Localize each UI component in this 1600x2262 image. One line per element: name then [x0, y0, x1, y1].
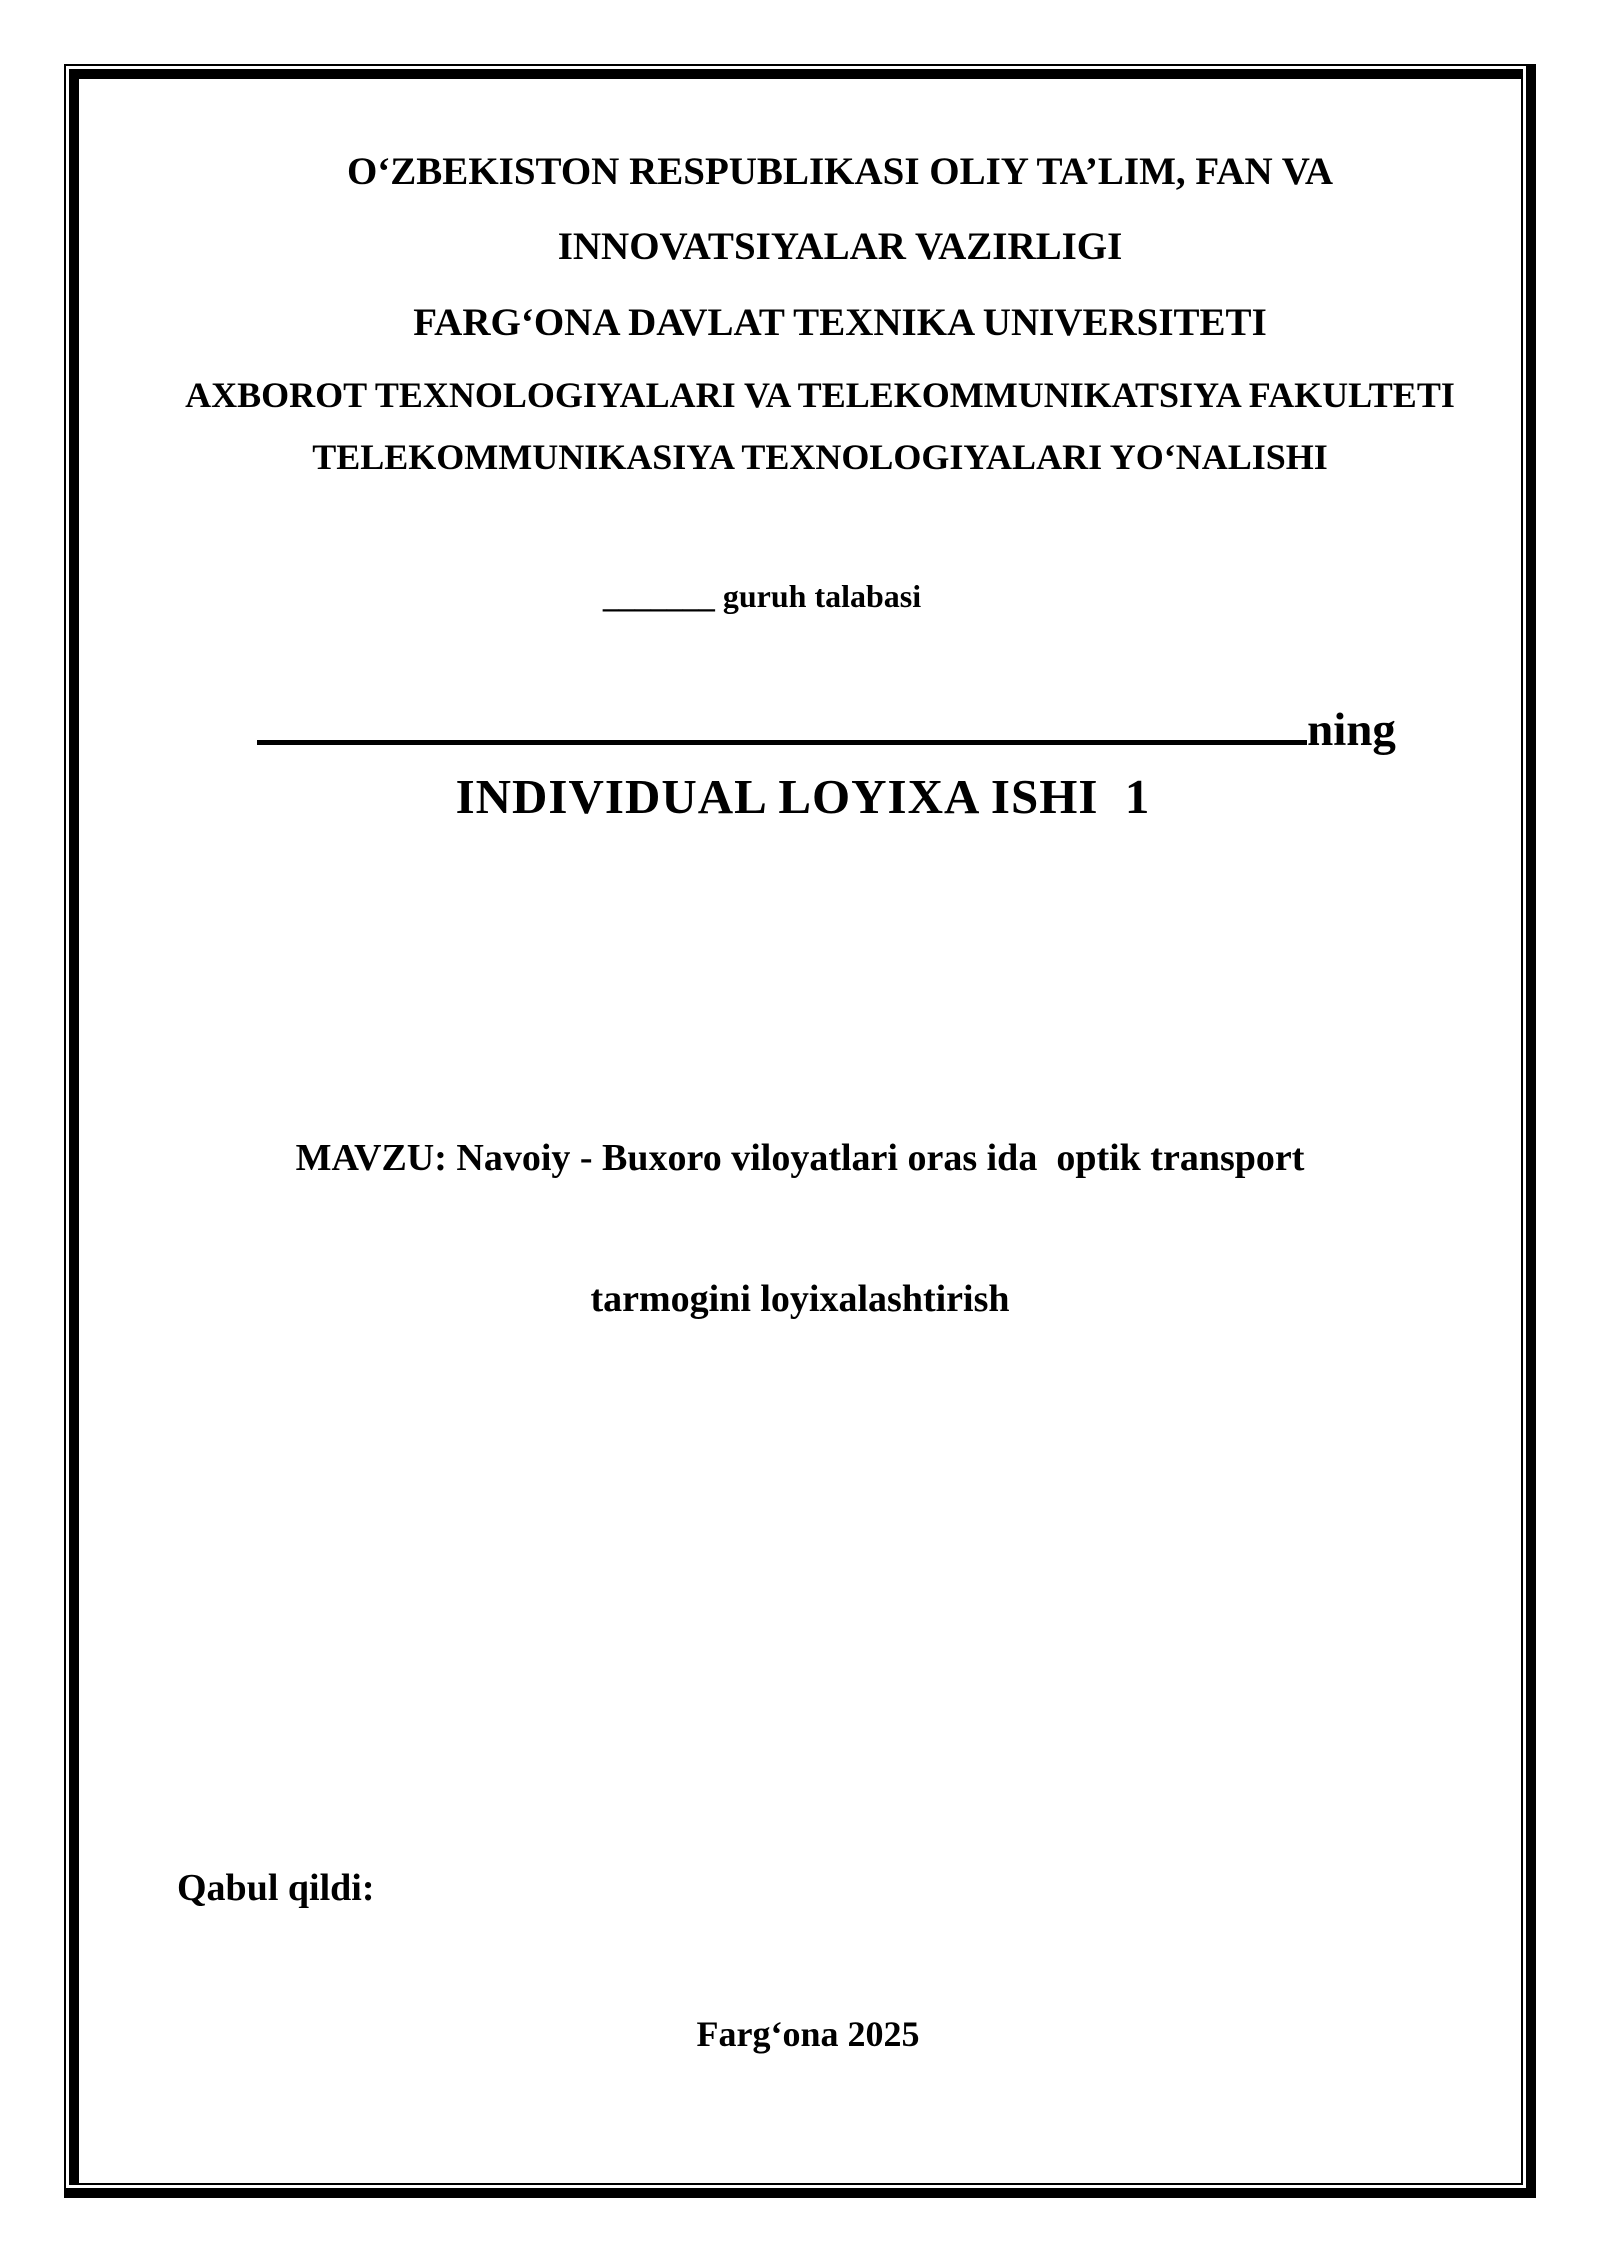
- name-blank-underline: [257, 738, 1307, 745]
- topic-line-2: tarmogini loyixalashtirish: [590, 1278, 1010, 1320]
- topic-block: [100, 1041, 1500, 1417]
- ministry-line-1: O‘ZBEKISTON RESPUBLIKASI OLIY TA’LIM, FAN VA: [346, 150, 1334, 193]
- place-year: Farg‘ona 2025: [696, 2014, 920, 2054]
- group-blank-line: _______ guruh talabasi: [602, 578, 922, 614]
- faculty-line: AXBOROT TEXNOLOGIYALARI VA TELEKOMMUNIKATSIYA FAKULTETI: [185, 375, 1455, 415]
- university-line: FARG‘ONA DAVLAT TEXNIKA UNIVERSITETI: [413, 301, 1267, 344]
- direction-line: TELEKOMMUNIKASIYA TEXNOLOGIYALARI YO‘NALISHI: [312, 437, 1328, 477]
- ministry-line-2: INNOVATSIYALAR VAZIRLIGI: [557, 225, 1123, 268]
- topic-line-1: MAVZU: Navoiy - Buxoro viloyatlari oras ida optik transport: [295, 1137, 1305, 1179]
- accepted-by-label: Qabul qildi:: [177, 1867, 375, 1909]
- name-suffix: ning: [1307, 704, 1396, 756]
- work-title: INDIVIDUAL LOYIXA ISHI 1: [455, 769, 1151, 824]
